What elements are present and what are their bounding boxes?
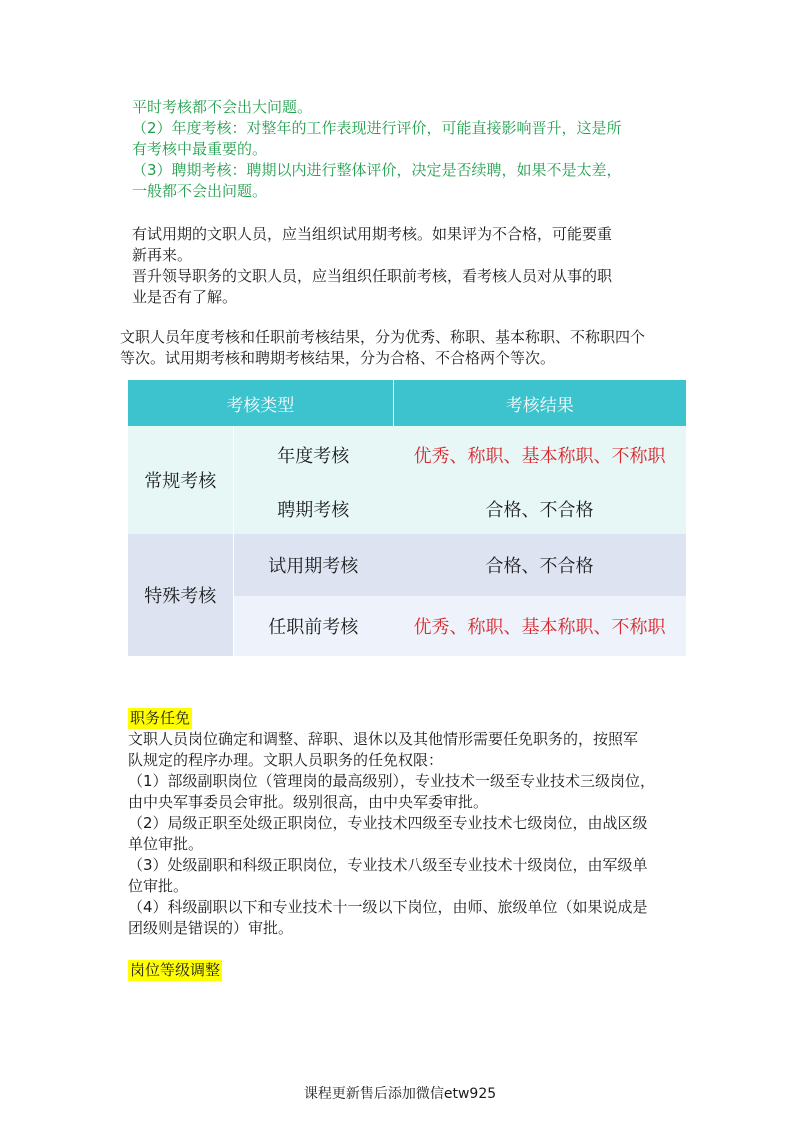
assessment-table <box>128 380 686 656</box>
paragraph-line: （3）处级副职和科级正职岗位，专业技术八级至专业技术十级岗位，由军级单 <box>128 856 648 874</box>
probation-paragraph <box>132 224 612 308</box>
green-line: 平时考核都不会出大问题。 <box>132 98 313 116</box>
paragraph-line: 等次。试用期考核和聘期考核结果，分为合格、不合格两个等次。 <box>120 349 556 367</box>
group-name: 特殊考核 <box>128 534 233 656</box>
assess-result: 优秀、称职、基本称职、不称职 <box>393 596 686 656</box>
assess-type: 年度考核 <box>233 426 393 484</box>
grade-section <box>128 960 222 981</box>
table-header-row <box>128 380 686 426</box>
green-line: （3）聘期考核：聘期以内进行整体评价，决定是否续聘，如果不是太差， <box>132 161 622 179</box>
paragraph-line: 团级则是错误的）审批。 <box>128 919 294 937</box>
paragraph-line: 文职人员岗位确定和调整、辞职、退休以及其他情形需要任免职务的，按照军 <box>128 730 639 748</box>
paragraph-line: 有试用期的文职人员，应当组织试用期考核。如果评为不合格，可能要重 <box>132 225 613 243</box>
paragraph-line: 新再来。 <box>132 246 193 264</box>
paragraph-line: 由中央军事委员会审批。级别很高，由中央军委审批。 <box>128 793 489 811</box>
result-paragraph <box>120 327 645 369</box>
section-title: 职务任免 <box>130 709 191 727</box>
paragraph-line: 位审批。 <box>128 877 189 895</box>
tenure-section <box>128 708 688 939</box>
green-line: （2）年度考核：对整年的工作表现进行评价，可能直接影响晋升，这是所 <box>132 119 622 137</box>
assess-result: 合格、不合格 <box>393 484 686 534</box>
assess-result: 合格、不合格 <box>393 534 686 596</box>
footer-note: 课程更新售后添加微信etw925 <box>303 1086 497 1102</box>
header-type: 考核类型 <box>128 380 393 426</box>
paragraph-line: 队规定的程序办理。文职人员职务的任免权限： <box>128 751 444 769</box>
green-line: 有考核中最重要的。 <box>132 140 268 158</box>
paragraph-line: （4）科级副职以下和专业技术十一级以下岗位，由师、旅级单位（如果说成是 <box>128 898 648 916</box>
header-result: 考核结果 <box>393 380 686 426</box>
table-row <box>128 534 686 596</box>
paragraph-line: 业是否有了解。 <box>132 288 238 306</box>
paragraph-line: 文职人员年度考核和任职前考核结果，分为优秀、称职、基本称职、不称职四个 <box>120 328 646 346</box>
green-note-block <box>132 97 622 202</box>
assess-type: 任职前考核 <box>233 596 393 656</box>
paragraph-line: 单位审批。 <box>128 835 204 853</box>
assess-result: 优秀、称职、基本称职、不称职 <box>393 426 686 484</box>
assess-type: 试用期考核 <box>233 534 393 596</box>
assess-type: 聘期考核 <box>233 484 393 534</box>
paragraph-line: 晋升领导职务的文职人员，应当组织任职前考核，看考核人员对从事的职 <box>132 267 613 285</box>
paragraph-line: （2）局级正职至处级正职岗位，专业技术四级至专业技术七级岗位，由战区级 <box>128 814 648 832</box>
section-title: 岗位等级调整 <box>130 961 221 979</box>
table-row <box>128 426 686 484</box>
green-line: 一般都不会出问题。 <box>132 182 268 200</box>
paragraph-line: （1）部级副职岗位（管理岗的最高级别），专业技术一级至专业技术三级岗位， <box>128 772 656 790</box>
group-name: 常规考核 <box>128 426 233 534</box>
